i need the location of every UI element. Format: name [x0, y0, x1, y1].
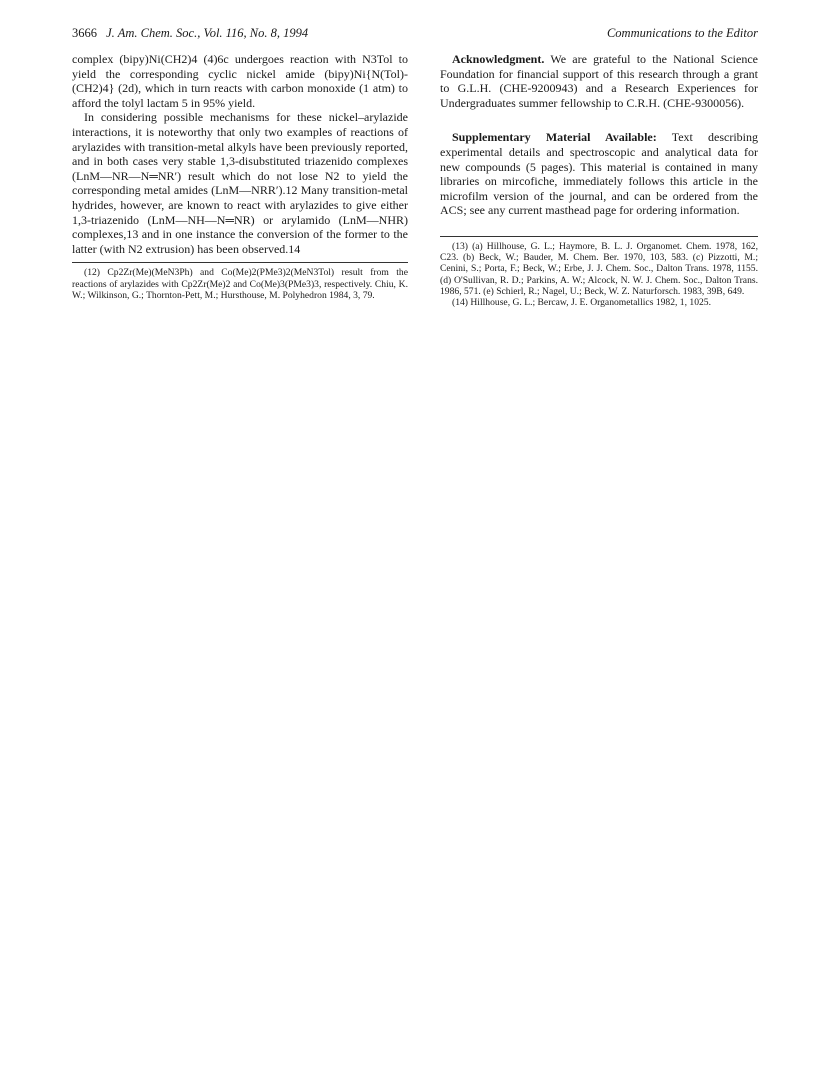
footnote-rule — [72, 262, 408, 263]
supplementary-heading: Supplementary Material Available: — [452, 130, 657, 145]
footnotes-right — [440, 241, 758, 308]
footnote-14: (14) Hillhouse, G. L.; Bercaw, J. E. Organometallics 1982, 1, 1025. — [452, 296, 711, 308]
footnote-rule — [440, 236, 758, 237]
acknowledgment-text: We are grateful to the National Science Foundation for financial support of this research through a grant to G.L.H. (CHE-9200943) and a Research Experiences for Undergraduates summer fellowship to C.R.H. (CHE-9300056). — [440, 52, 758, 110]
running-header — [72, 24, 758, 42]
footnote-13: (13) (a) Hillhouse, G. L.; Haymore, B. L. J. Organomet. Chem. 1978, 162, C23. (b) Beck, W.; Bauder, M. Chem. Ber. 1970, 103, 583. (c) Pizzotti, M.; Cenini, S.; Porta, F.; Beck, W.; Erbe, J. J. Chem. Soc., Dalton Trans. 1978, 1155. (d) O'Sullivan, R. D.; Parkins, A. W.; Alcock, N. W. J. Chem. Soc., Dalton Trans. 1986, 571. (e) Schierl, R.; Nagel, U.; Beck, W. Z. Naturforsch. 1983, 39B, 649. — [440, 240, 758, 297]
page-number: 3666 — [72, 26, 97, 40]
supplementary-paragraph — [440, 130, 758, 218]
supplementary-text: Text describing experimental details and spectroscopic and analytical data for new compounds (5 pages). This material is contained in many libraries on mircofiche, immediately follows this article in the microfilm version of the journal, and can be ordered from the ACS; see any current masthead page for ordering information. — [440, 130, 758, 218]
acknowledgment-heading: Acknowledgment. — [452, 52, 545, 66]
acknowledgment-paragraph — [440, 52, 758, 110]
paragraph-mechanisms: In considering possible mechanisms for these nickel–arylazide interactions, it is noteworthy that only two examples of reactions of arylazides with transition-metal alkyls have been previously reported, and in both cases very stable 1,3-disubstituted triazenido complexes (LnM—NR—N═NR′) result which do not lose N2 to yield the corresponding metal amides (LnM—NRR′).12 Many transition-metal hydrides, however, are known to react with arylazides to give either 1,3-triazenido (LnM—NH—N═NR) or arylamido (LnM—NHR) complexes,13 and in one instance the conversion of the former to the latter (with N2 extrusion) has been observed.14 — [72, 110, 408, 256]
header-citation — [72, 24, 308, 42]
journal-citation: J. Am. Chem. Soc., Vol. 116, No. 8, 1994 — [106, 26, 309, 40]
footnotes-left — [72, 267, 408, 301]
right-column — [440, 52, 758, 308]
left-column — [72, 52, 408, 301]
section-title: Communications to the Editor — [606, 26, 758, 40]
paragraph-nickel-amide: complex (bipy)Ni(CH2)4 (4)6c undergoes reaction with N3Tol to yield the corresponding cyclic nickel amide (bipy)Ni{N(Tol)-(CH2)4} (2d), which in turn reacts with carbon monoxide (1 atm) to afford the tolyl lactam 5 in 95% yield. — [72, 52, 408, 110]
footnote-12: (12) Cp2Zr(Me)(MeN3Ph) and Co(Me)2(PMe3)2(MeN3Tol) result from the reactions of arylazides with Cp2Zr(Me)2 and Co(Me)3(PMe3)3, respectively. Chiu, K. W.; Wilkinson, G.; Thornton-Pett, M.; Hursthouse, M. Polyhedron 1984, 3, 79. — [72, 267, 408, 301]
